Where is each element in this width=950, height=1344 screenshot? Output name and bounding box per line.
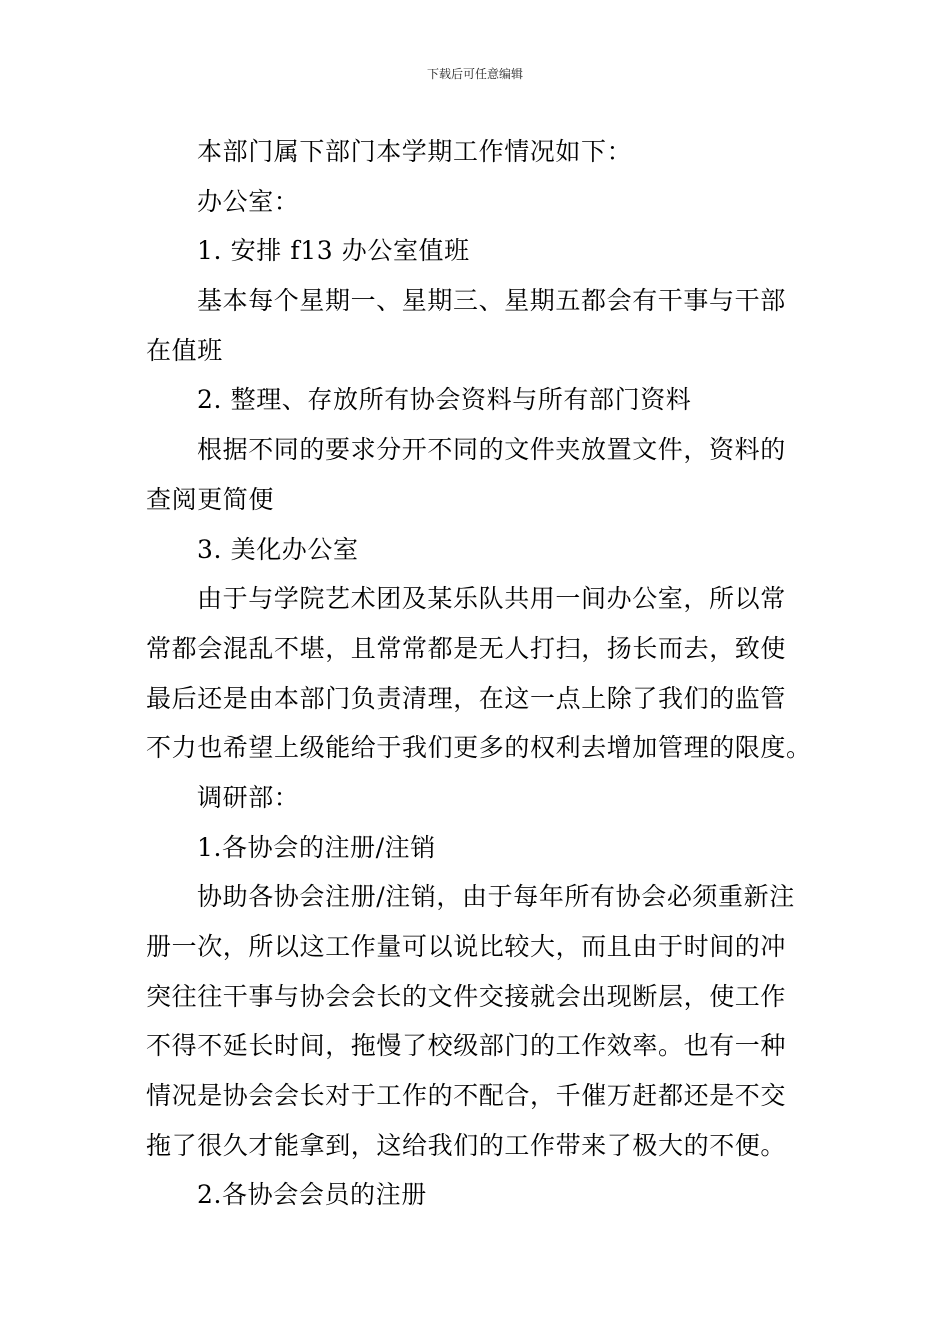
text-line: 1.各协会的注册/注销 (197, 832, 436, 862)
text-line: 不得不延长时间，拖慢了校级部门的工作效率。也有一种 (146, 1031, 787, 1061)
text-line: 基本每个星期一、星期三、星期五都会有干事与干部 (197, 286, 786, 316)
text-line: 1. 安排 f13 办公室值班 (197, 236, 470, 266)
text-line: 情况是协会会长对于工作的不配合，千催万赶都还是不交 (146, 1081, 787, 1111)
text-line: 根据不同的要求分开不同的文件夹放置文件，资料的 (197, 435, 786, 465)
text-line: 查阅更简便 (146, 484, 275, 514)
text-line: 2.各协会会员的注册 (197, 1180, 427, 1210)
text-line: 办公室： (197, 186, 300, 216)
text-line: 在值班 (146, 335, 223, 365)
text-line: 本部门属下部门本学期工作情况如下： (197, 137, 633, 166)
text-line: 突往往干事与协会会长的文件交接就会出现断层，使工作 (146, 981, 787, 1011)
text-line: 拖了很久才能拿到，这给我们的工作带来了极大的不便。 (146, 1130, 787, 1160)
text-line: 协助各协会注册/注销，由于每年所有协会必须重新注 (197, 882, 795, 912)
text-line: 册一次，所以这工作量可以说比较大，而且由于时间的冲 (146, 932, 787, 961)
document-body (146, 127, 812, 1220)
text-line: 常都会混乱不堪，且常常都是无人打扫，扬长而去，致使 (146, 633, 787, 663)
text-line: 2. 整理、存放所有协会资料与所有部门资料 (197, 385, 692, 415)
text-line: 不力也希望上级能给于我们更多的权利去增加管理的限度。 (146, 733, 812, 763)
text-line: 由于与学院艺术团及某乐队共用一间办公室，所以常 (197, 584, 786, 614)
text-line: 3. 美化办公室 (197, 534, 359, 564)
text-line: 调研部： (197, 782, 300, 812)
text-line: 最后还是由本部门负责清理，在这一点上除了我们的监管 (146, 683, 787, 713)
header-note: 下载后可任意编辑 (426, 67, 523, 81)
